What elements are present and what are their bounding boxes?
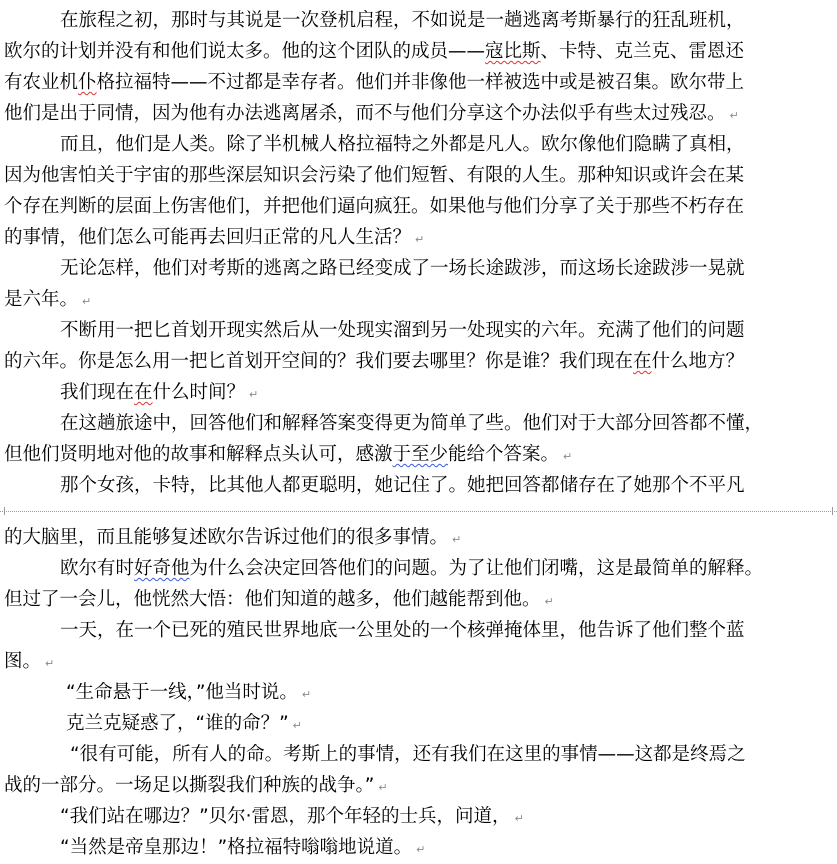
text-line: 欧尔有时好奇他为什么会决定回答他们的问题。为了让他们闭嘴，这是最简单的解释。 [60, 558, 764, 579]
spell-check-word[interactable]: 在 [633, 351, 652, 372]
text-line: 欧尔的计划并没有和他们说太多。他的这个团队的成员——寇比斯、卡特、克兰克、雷恩还 [4, 41, 745, 62]
grammar-check-word[interactable]: 好奇他 [134, 558, 190, 579]
text-line: 他们是出于同情，因为他有办法逃离屠杀，而不与他们分享这个办法似乎有些太过残忍。 ↵ [4, 103, 739, 124]
text-line: 战的一部分。一场足以撕裂我们种族的战争。” ↵ [4, 775, 388, 796]
paragraph-mark-icon: ↵ [82, 295, 92, 308]
text-line: “我们站在哪边？”贝尔·雷恩，那个年轻的士兵，问道， ↵ [60, 806, 524, 827]
text-line: 个存在判断的层面上伤害他们，并把他们逼向疯狂。如果他与他们分享了关于那些不朽存在 [4, 196, 745, 217]
spell-check-word[interactable]: 寇比斯 [485, 41, 541, 62]
text-line: 无论怎样，他们对考斯的逃离之路已经变成了一场长途跋涉，而这场长途跋涉一晃就 [60, 258, 745, 279]
text-line: 不断用一把匕首划开现实然后从一处现实溜到另一处现实的六年。充满了他们的问题 [60, 320, 745, 341]
text-block-top [4, 5, 833, 501]
text-line: “很有可能，所有人的命。考斯上的事情，还有我们在这里的事情——这都是终焉之 [70, 744, 746, 765]
spell-check-word[interactable]: 仆 [78, 72, 97, 93]
paragraph-mark-icon: ↵ [544, 595, 554, 608]
text-line: 而且，他们是人类。除了半机械人格拉福特之外都是凡人。欧尔像他们隐瞒了真相， [60, 134, 745, 155]
text-block-bottom [4, 522, 833, 863]
text-line: 一天，在一个已死的殖民世界地底一公里处的一个核弹掩体里，他告诉了他们整个蓝 [60, 620, 745, 641]
text-line: 因为他害怕关于宇宙的那些深层知识会污染了他们短暂、有限的人生。那种知识或许会在某 [4, 165, 745, 186]
text-line: 图。 ↵ [4, 651, 55, 672]
text-line: 我们现在在什么时间？ ↵ [60, 382, 259, 403]
paragraph-mark-icon: ↵ [301, 688, 312, 701]
paragraph-mark-icon: ↵ [514, 812, 524, 825]
text-line: 的大脑里，而且能够复述欧尔告诉过他们的很多事情。 ↵ [4, 527, 462, 548]
paragraph-mark-icon: ↵ [292, 719, 302, 732]
paragraph-mark-icon: ↵ [249, 388, 259, 401]
text-line: 在旅程之初，那时与其说是一次登机启程，不如说是一趟逃离考斯暴行的狂乱班机， [60, 10, 745, 31]
spell-check-word[interactable]: 在 [134, 382, 153, 403]
text-line: 的事情，他们怎么可能再去回归正常的凡人生活？ ↵ [4, 227, 425, 248]
text-line: 但他们贤明地对他的故事和解释点头认可，感激于至少能给个答案。 ↵ [4, 444, 573, 465]
paragraph-mark-icon: ↵ [416, 843, 426, 856]
paragraph-mark-icon: ↵ [563, 450, 573, 463]
page-break-divider [0, 508, 837, 516]
text-line: 克兰克疑惑了，“谁的命？” ↵ [66, 713, 302, 734]
text-line: 但过了一会儿，他恍然大悟：他们知道的越多，他们越能帮到他。 ↵ [4, 589, 554, 610]
grammar-check-word[interactable]: 于至少 [392, 444, 449, 465]
text-line: 的六年。你是怎么用一把匕首划开空间的？我们要去哪里？你是谁？我们现在在什么地方？ [4, 351, 745, 372]
text-line: 那个女孩，卡特，比其他人都更聪明，她记住了。她把回答都储存在了她那个不平凡 [60, 475, 745, 496]
text-line: 是六年。 ↵ [4, 289, 92, 310]
paragraph-mark-icon: ↵ [452, 533, 462, 546]
page-corner-right [832, 507, 837, 515]
paragraph-mark-icon: ↵ [45, 657, 55, 670]
text-line: “生命悬于一线，”他当时说。 ↵ [66, 682, 312, 703]
text-line: “当然是帝皇那边！”格拉福特嗡嗡地说道。 ↵ [60, 837, 426, 858]
text-line: 在这趟旅途中，回答他们和解释答案变得更为简单了些。他们对于大部分回答都不懂， [60, 413, 764, 434]
paragraph-mark-icon: ↵ [378, 781, 388, 794]
page-corner-left [0, 507, 5, 515]
paragraph-mark-icon: ↵ [415, 233, 425, 246]
paragraph-mark-icon: ↵ [729, 109, 739, 122]
text-line: 有农业机仆格拉福特——不过都是幸存者。他们并非像他一样被选中或是被召集。欧尔带上 [4, 72, 745, 93]
